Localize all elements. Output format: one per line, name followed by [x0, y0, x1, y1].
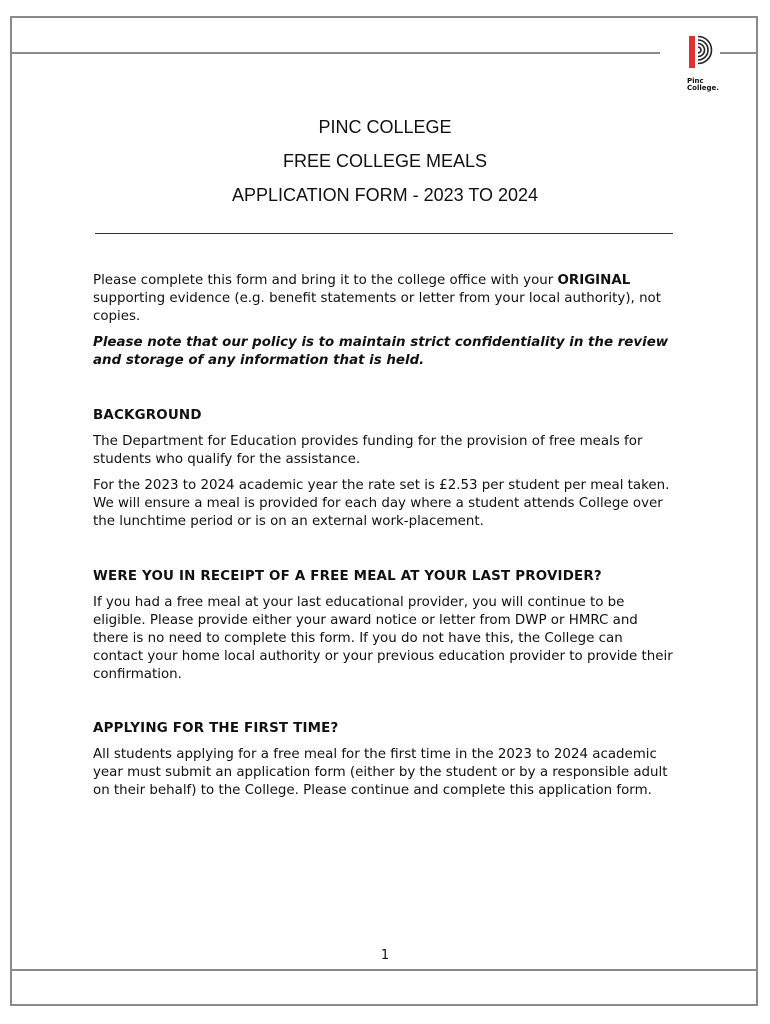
- previous-provider-heading: WERE YOU IN RECEIPT OF A FREE MEAL AT YOUR LAST PROVIDER?: [93, 569, 602, 584]
- logo-line-2: College.: [687, 84, 719, 92]
- form-title: APPLICATION FORM - 2023 TO 2024: [231, 185, 539, 205]
- header-divider-right: [720, 52, 758, 54]
- background-paragraph-1: The Department for Education provides funding for the provision of free meals for students who qualify for the assistance.: [93, 434, 643, 467]
- header-divider: [10, 52, 660, 54]
- background-heading: BACKGROUND: [93, 408, 202, 423]
- first-time-heading: APPLYING FOR THE FIRST TIME?: [93, 721, 339, 736]
- previous-provider-paragraph: If you had a free meal at your last educational provider, you will continue to be eligible. Please provide either your award notice or letter from DWP or HMRC and there is no need to complete this form. If you do not have this, the College can contact your home local authority or your previous education provider to provide their confirmation.: [93, 595, 673, 682]
- intro-text-b: supporting evidence (e.g. benefit statements or letter from your local authority), not copies.: [93, 291, 661, 324]
- footer-divider: [10, 969, 758, 971]
- background-paragraph-2: For the 2023 to 2024 academic year the rate set is £2.53 per student per meal taken. We will ensure a meal is provided for each day where a student attends College over the lunchtime period or is on an external work-placement.: [93, 478, 670, 529]
- intro-text-a: Please complete this form and bring it to the college office with your: [93, 273, 558, 288]
- form-subject-title: FREE COLLEGE MEALS: [282, 151, 488, 171]
- form-body: [93, 272, 677, 800]
- logo-wordmark: [687, 78, 719, 92]
- title-underline: [95, 233, 673, 234]
- college-title: PINC COLLEGE: [318, 117, 452, 137]
- first-time-paragraph: All students applying for a free meal for the first time in the 2023 to 2024 academic year must submit an application form (either by the student or by a responsible adult on their behalf) to the College. Please continue and complete this application form.: [93, 747, 668, 798]
- intro-paragraph: [93, 272, 677, 326]
- confidentiality-note: Please note that our policy is to maintain strict confidentiality in the review and storage of any information that is held.: [93, 335, 669, 368]
- page-number: 1: [380, 948, 390, 963]
- logo-mark-icon: [686, 34, 722, 78]
- logo-line-1: Pinc: [687, 77, 704, 85]
- intro-original-emphasis: ORIGINAL: [557, 273, 631, 288]
